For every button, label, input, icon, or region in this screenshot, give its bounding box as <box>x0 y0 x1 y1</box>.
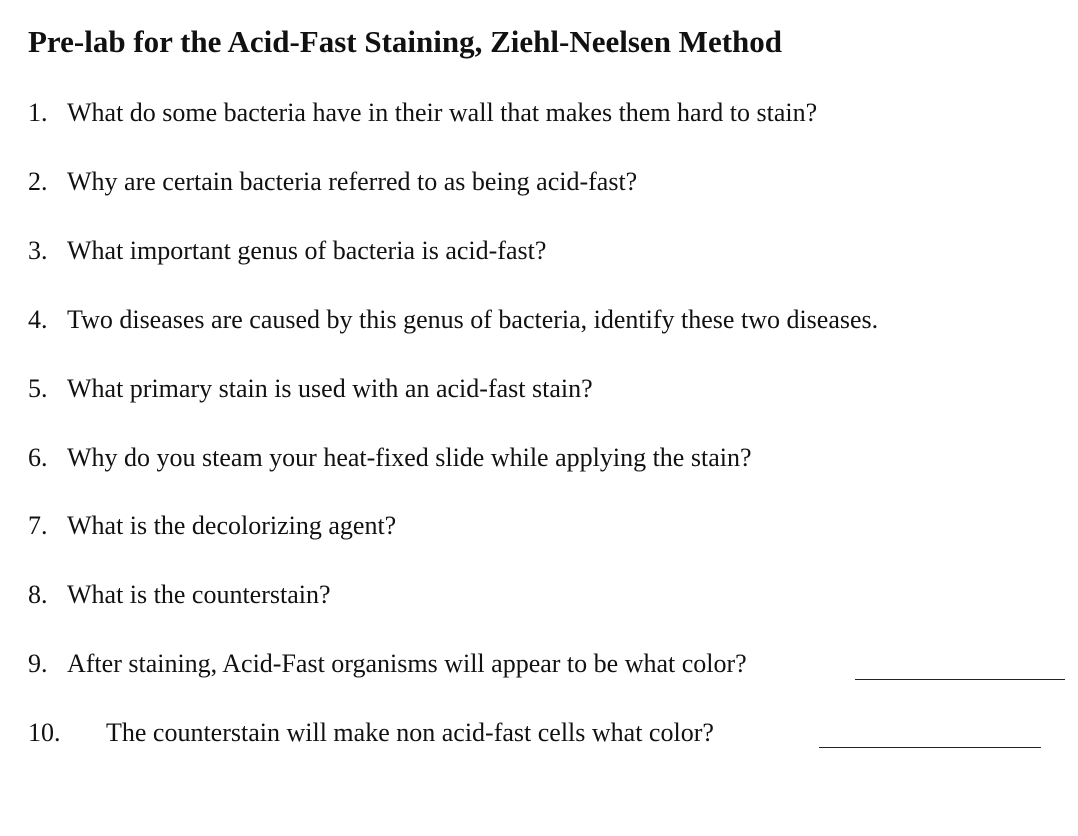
question-8 <box>28 578 331 612</box>
question-text: What is the counterstain? <box>67 580 331 609</box>
answer-blank-9[interactable] <box>855 679 1065 680</box>
question-number: 9. <box>28 649 48 678</box>
question-number: 3. <box>28 236 48 265</box>
question-number: 5. <box>28 374 48 403</box>
question-9 <box>28 647 747 681</box>
question-2 <box>28 165 637 199</box>
question-text: The counterstain will make non acid-fast cells what color? <box>106 718 714 747</box>
question-text: What is the decolorizing agent? <box>67 511 397 540</box>
question-text: What do some bacteria have in their wall that makes them hard to stain? <box>67 98 818 127</box>
question-7 <box>28 509 396 543</box>
answer-blank-10[interactable] <box>819 747 1041 748</box>
question-number: 4. <box>28 305 48 334</box>
question-1 <box>28 96 817 130</box>
question-4 <box>28 303 878 337</box>
question-number: 2. <box>28 167 48 196</box>
question-3 <box>28 234 546 268</box>
question-text: What important genus of bacteria is acid-fast? <box>67 236 547 265</box>
question-number: 6. <box>28 443 48 472</box>
question-10 <box>28 716 714 750</box>
question-number: 10. <box>28 718 61 747</box>
page-title: Pre-lab for the Acid-Fast Staining, Ziehl-Neelsen Method <box>28 24 783 59</box>
question-text: Why are certain bacteria referred to as being acid-fast? <box>67 167 638 196</box>
question-text: Two diseases are caused by this genus of bacteria, identify these two diseases. <box>67 305 879 334</box>
question-text: What primary stain is used with an acid-fast stain? <box>67 374 593 403</box>
question-5 <box>28 372 593 406</box>
question-number: 1. <box>28 98 48 127</box>
question-number: 8. <box>28 580 48 609</box>
question-text: Why do you steam your heat-fixed slide while applying the stain? <box>67 443 752 472</box>
question-6 <box>28 441 752 475</box>
question-text: After staining, Acid-Fast organisms will appear to be what color? <box>67 649 747 678</box>
question-number: 7. <box>28 511 48 540</box>
